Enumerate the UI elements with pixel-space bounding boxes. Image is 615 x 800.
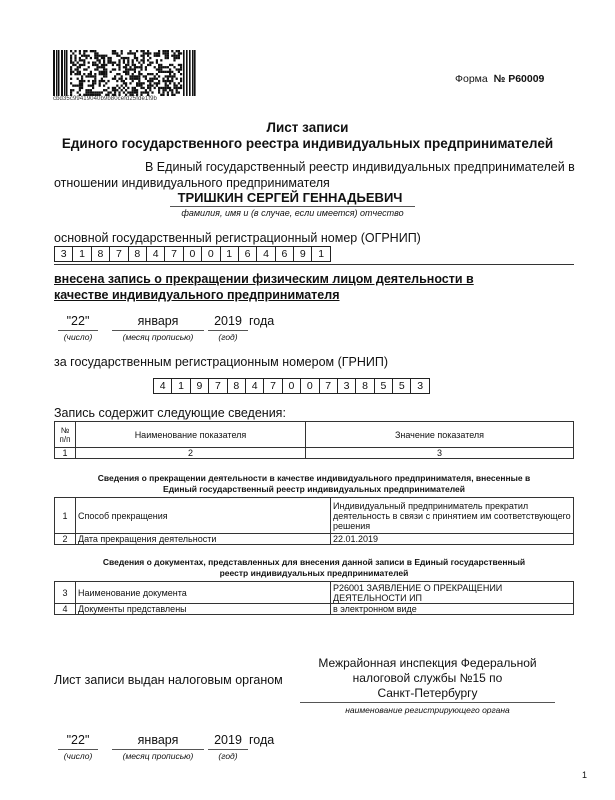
name-caption: фамилия, имя и (в случае, если имеется) отчество: [181, 208, 404, 218]
page-number: 1: [581, 770, 587, 780]
ogrnip-digit-cell: 3: [54, 246, 73, 262]
ogrnip-digit-cell: 4: [146, 246, 165, 262]
grnip-label: за государственным регистрационным номером (ГРНИП): [54, 355, 389, 369]
date-year-caption: (год): [218, 751, 238, 761]
header-table: [54, 421, 574, 459]
grnip-digit-cell: 7: [208, 378, 227, 394]
date-year: 2019: [214, 314, 242, 328]
section2-table: [54, 581, 574, 615]
barcode-icon: [53, 50, 196, 96]
col-index-1: 1: [55, 448, 76, 459]
col-index-2: 2: [76, 448, 306, 459]
grnip-digit-cell: 8: [227, 378, 246, 394]
grnip-digit-cell: 3: [337, 378, 356, 394]
ogrnip-digit-cell: 8: [128, 246, 147, 262]
org-divider: [300, 702, 555, 703]
col-value: Значение показателя: [306, 422, 574, 448]
ogrnip-label: основной государственный регистрационный номер (ОГРНИП): [54, 231, 421, 245]
date-year-caption: (год): [218, 332, 238, 342]
intro-line-1: В Единый государственный реестр индивидуальных предпринимателей в: [145, 160, 575, 174]
grnip-digit-cell: 5: [392, 378, 411, 394]
ogrnip-cells: [54, 246, 330, 262]
grnip-digit-cell: 7: [319, 378, 338, 394]
col-num: № п/п: [55, 422, 76, 448]
grnip-digit-cell: 1: [171, 378, 190, 394]
issued-label: Лист записи выдан налоговым органом: [54, 673, 283, 687]
ogrnip-digit-cell: 0: [183, 246, 202, 262]
date-day: "22": [66, 314, 90, 328]
org-caption: наименование регистрирующего органа: [345, 705, 510, 715]
table-row: 2 Дата прекращения деятельности 22.01.2019: [55, 534, 574, 545]
ogrnip-digit-cell: 1: [311, 246, 330, 262]
grnip-digit-cell: 0: [300, 378, 319, 394]
intro-line-2: отношении индивидуального предпринимателя: [54, 176, 330, 190]
date-year-suffix: года: [249, 733, 275, 747]
person-name: ТРИШКИН СЕРГЕЙ ГЕННАДЬЕВИЧ: [177, 190, 403, 205]
grnip-digit-cell: 0: [282, 378, 301, 394]
table-row: 4 Документы представлены в электронном виде: [55, 604, 574, 615]
date-month-caption: (месяц прописью): [122, 751, 194, 761]
ogrnip-digit-cell: 1: [72, 246, 91, 262]
form-label: Форма № Р60009: [455, 73, 545, 85]
ogrnip-digit-cell: 7: [109, 246, 128, 262]
date-year-suffix: года: [249, 314, 275, 328]
ogrnip-digit-cell: 1: [220, 246, 239, 262]
section1-title: Сведения о прекращении деятельности в качестве индивидуального предпринимателя, внесенные в Единый государственный реестр индивидуальных предпринимателей: [97, 473, 531, 494]
grnip-digit-cell: 5: [374, 378, 393, 394]
name-divider: [170, 206, 415, 207]
grnip-digit-cell: 3: [410, 378, 429, 394]
ogrnip-digit-cell: 0: [201, 246, 220, 262]
section1-table: [54, 497, 574, 545]
date-year: 2019: [214, 733, 242, 747]
divider: [54, 264, 574, 265]
entry-line-1: внесена запись о прекращении физическим лицом деятельности в: [54, 272, 474, 286]
grnip-digit-cell: 7: [263, 378, 282, 394]
date-month-caption: (месяц прописью): [122, 332, 194, 342]
grnip-digit-cell: 4: [245, 378, 264, 394]
col-name: Наименование показателя: [76, 422, 306, 448]
entry-line-2: качестве индивидуального предпринимателя: [54, 288, 340, 302]
date-day: "22": [66, 733, 90, 747]
date-month: января: [137, 314, 179, 328]
ogrnip-digit-cell: 6: [238, 246, 257, 262]
ogrnip-digit-cell: 7: [164, 246, 183, 262]
record-label: Запись содержит следующие сведения:: [54, 406, 286, 420]
col-index-3: 3: [306, 448, 574, 459]
issuing-organization: Межрайонная инспекция Федеральной налоговой службы №15 по Санкт-Петербургу: [318, 656, 537, 700]
ogrnip-digit-cell: 8: [91, 246, 110, 262]
page-subtitle: Единого государственного реестра индивидуальных предпринимателей: [61, 136, 554, 151]
ogrnip-digit-cell: 6: [275, 246, 294, 262]
ogrnip-digit-cell: 4: [256, 246, 275, 262]
table-row: 1 Способ прекращения Индивидуальный предприниматель прекратил деятельность в связи с принятием им соответствующего решения: [55, 498, 574, 534]
grnip-digit-cell: 8: [355, 378, 374, 394]
date-day-caption: (число): [63, 751, 93, 761]
barcode-text: cbd35c99419040b9b80cefd25fde1f9b: [53, 96, 157, 102]
page-title: Лист записи: [266, 120, 349, 135]
grnip-digit-cell: 4: [153, 378, 172, 394]
table-row: 3 Наименование документа Р26001 ЗАЯВЛЕНИЕ О ПРЕКРАЩЕНИИ ДЕЯТЕЛЬНОСТИ ИП: [55, 582, 574, 604]
grnip-digit-cell: 9: [190, 378, 209, 394]
date-month: января: [137, 733, 179, 747]
grnip-cells: [153, 378, 429, 394]
section2-title: Сведения о документах, представленных для внесения данной записи в Единый государственный реестр индивидуальных предпринимателей: [102, 557, 526, 578]
date-day-caption: (число): [63, 332, 93, 342]
ogrnip-digit-cell: 9: [293, 246, 312, 262]
